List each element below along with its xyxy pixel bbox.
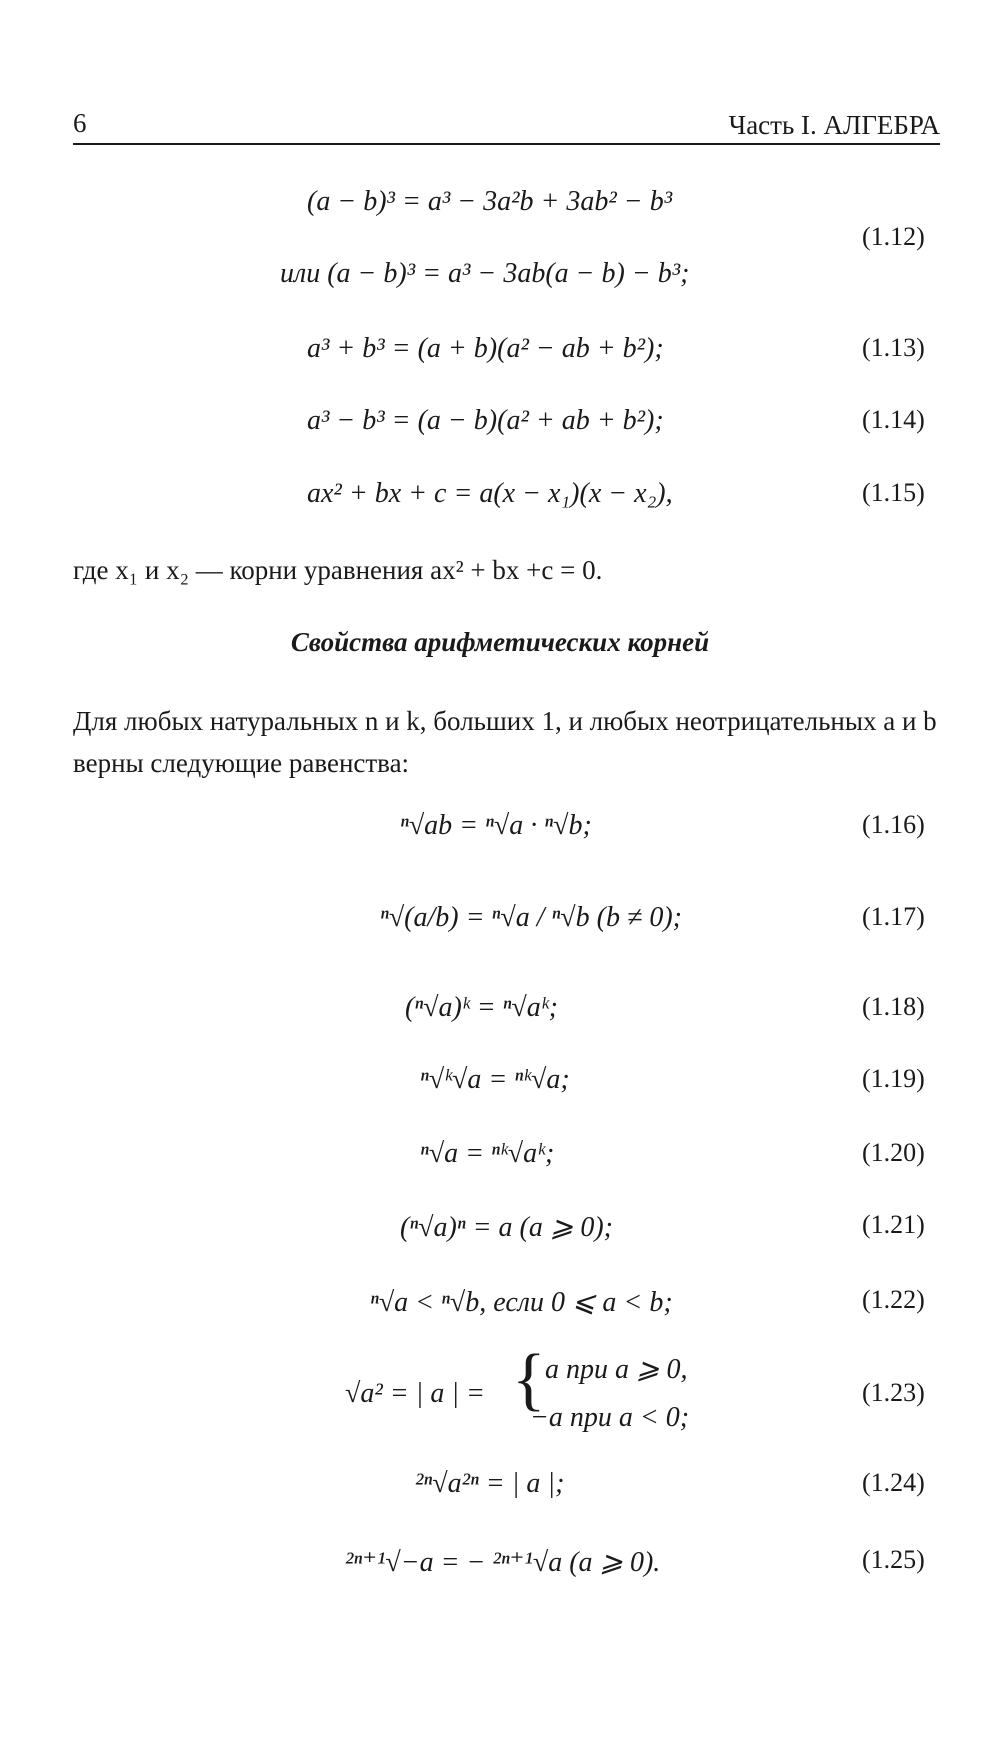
formula-1-12-line2: или (a − b)³ = a³ − 3ab(a − b) − b³; (280, 258, 690, 289)
formula-number: (1.21) (862, 1210, 925, 1239)
formula-number: (1.19) (862, 1064, 925, 1093)
formula-number: (1.24) (862, 1468, 925, 1497)
formula-1-23-case1: a при a ⩾ 0, (545, 1354, 688, 1385)
formula-number: (1.25) (862, 1545, 925, 1574)
formula-number: (1.13) (862, 333, 925, 362)
page-number: 6 (73, 108, 87, 138)
section-title: Свойства арифметических корней (290, 627, 710, 657)
cases-brace: { (512, 1341, 546, 1418)
formula-number: (1.15) (862, 478, 925, 507)
running-title: Часть I. АЛГЕБРА (728, 110, 940, 140)
formula-1-17: ⁿ√(a/b) = ⁿ√a / ⁿ√b (b ≠ 0); (380, 902, 682, 933)
formula-number: (1.12) (862, 222, 925, 251)
roots-note: где x₁ и x₂ — корни уравнения ax² + bx +c = 0. (73, 555, 603, 585)
formula-number: (1.20) (862, 1138, 925, 1167)
formula-number: (1.22) (862, 1285, 925, 1314)
formula-1-20: ⁿ√a = ⁿᵏ√aᵏ; (420, 1138, 555, 1169)
intro-paragraph: Для любых натуральных n и k, больших 1, и любых неотрицательных a и b верны следующие равенства: (73, 706, 937, 778)
formula-1-24: ²ⁿ√a²ⁿ = | a |; (415, 1468, 565, 1499)
formula-1-23-left: √a² = | a | = (345, 1378, 485, 1409)
formula-1-23-case2: −a при a < 0; (530, 1402, 690, 1433)
formula-1-14: a³ − b³ = (a − b)(a² + ab + b²); (307, 405, 664, 436)
formula-number: (1.16) (862, 810, 925, 839)
formula-1-16: ⁿ√ab = ⁿ√a · ⁿ√b; (400, 810, 592, 841)
formula-number: (1.17) (862, 902, 925, 931)
formula-number: (1.18) (862, 992, 925, 1021)
formula-1-25: ²ⁿ⁺¹√−a = − ²ⁿ⁺¹√a (a ⩾ 0). (345, 1547, 661, 1578)
formula-1-12-line1: (a − b)³ = a³ − 3a²b + 3ab² − b³ (307, 186, 673, 217)
formula-1-13: a³ + b³ = (a + b)(a² − ab + b²); (307, 333, 664, 364)
formula-1-22: ⁿ√a < ⁿ√b, если 0 ⩽ a < b; (370, 1287, 673, 1318)
formula-number: (1.14) (862, 405, 925, 434)
header-rule (73, 143, 940, 145)
formula-1-19: ⁿ√ᵏ√a = ⁿᵏ√a; (420, 1064, 570, 1095)
formula-1-21: (ⁿ√a)ⁿ = a (a ⩾ 0); (400, 1212, 613, 1243)
formula-1-18: (ⁿ√a)ᵏ = ⁿ√aᵏ; (405, 992, 558, 1023)
formula-1-15: ax² + bx + c = a(x − x₁)(x − x₂), (307, 478, 673, 509)
formula-number: (1.23) (862, 1378, 925, 1407)
